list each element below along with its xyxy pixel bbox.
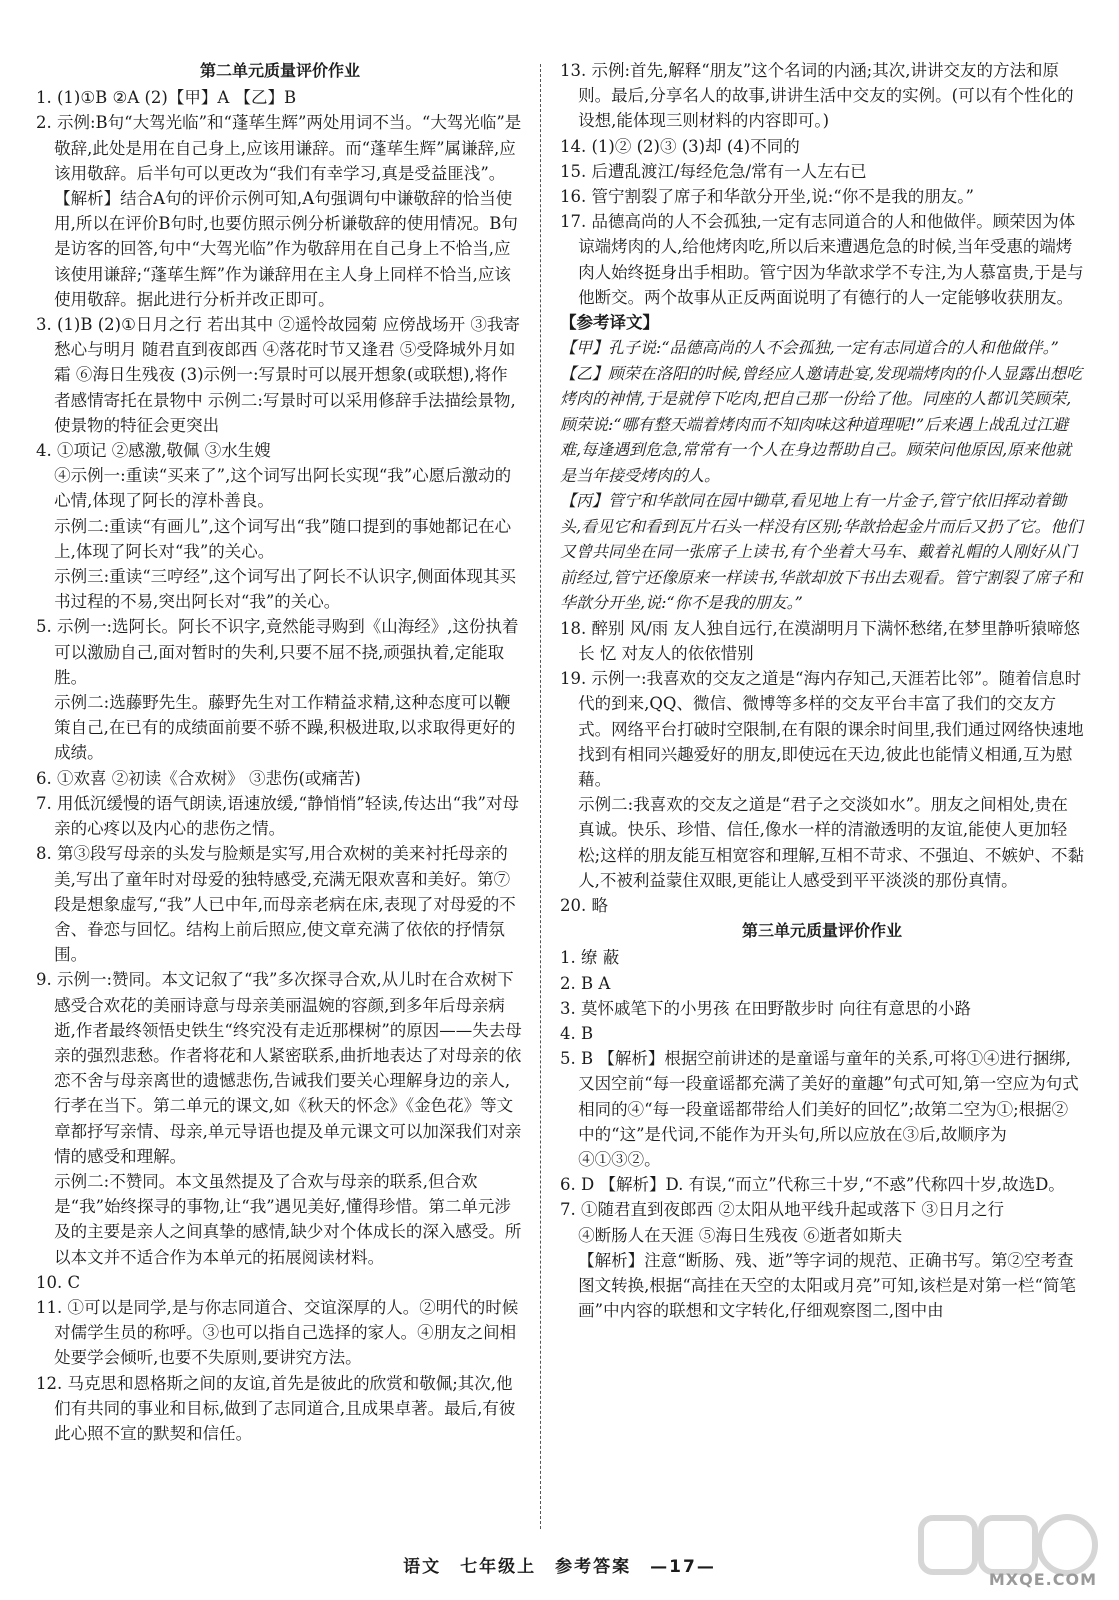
answer-9-example-2: 示例二:不赞同。本文虽然提及了合欢与母亲的联系,但合欢是“我”始终探寻的事物,让“我”遇见美好,懂得珍惜。第二单元涉及的主要是亲人之间真挚的感情,缺少对个体成长的深入感受。所以本文并不适合作为本单元的拓展阅读材料。 <box>54 1171 522 1267</box>
answer-18: 18. 醉别 风/雨 友人独自远行,在漠湖明月下满怀愁绪,在梦里静听猿啼悠长 忆 对友人的依依惜别 <box>560 618 1081 663</box>
answer-9: 9. 示例一:赞同。本文记叙了“我”多次探寻合欢,从儿时在合欢树下感受合欢花的美丽诗意与母亲美丽温婉的容颜,到多年后母亲病逝,作者最终领悟史铁生“终究没有走近那棵树”的原因——失去母亲的强烈悲愁。作者将花和人紧密联系,曲折地表达了对母亲的依恋不舍与母亲离世的遗憾悲伤,告诫我们要关心理解身边的亲人,行孝在当下。第二单元的课文,如《秋天的怀念》《金色花》等文章都抒写亲情、母亲,单元导语也提及单元课文可以加深我们对亲情的感受和理解。 <box>36 970 522 1166</box>
answer-3: 3. (1)B (2)①日月之行 若出其中 ②遥怜故园菊 应傍战场开 ③我寄愁心与明月 随君直到夜郎西 ④落花时节又逢君 ⑤受降城外月如霜 ⑥海日生残夜 (3)示例一:写景时可以展开想象(或联想),将作者感情寄托在景物中 示例二:写景时可以采用修辞手法描绘景物,使景物的特征会更突出 <box>36 315 520 435</box>
answer-19-example-2: 示例二:我喜欢的交友之道是“君子之交淡如水”。朋友之间相处,贵在真诚。快乐、珍惜、信任,像水一样的清澈透明的友谊,能使人更加轻松;这样的朋友能互相宽容和理解,互相不苛求、不强迫、不嫉妒、不黏人,不被利益蒙住双眼,更能让人感受到平平淡淡的那份真情。 <box>578 795 1084 890</box>
answer-5: 5. 示例一:选阿长。阿长不识字,竟然能寻购到《山海经》,这份执着可以激励自己,面对暂时的失利,只要不屈不挠,顽强执着,定能取胜。 <box>36 617 519 687</box>
answer-1: 1. (1)①B ②A (2)【甲】A 【乙】B <box>36 88 297 108</box>
answer-4-example-2: 示例二:重读“有画儿”,这个词写出“我”随口提到的事她都记在心上,体现了阿长对“我”的关心。 <box>54 516 512 561</box>
column-divider <box>540 64 541 1529</box>
answer-13: 13. 示例:首先,解释“朋友”这个名词的内涵;其次,讲讲交友的方法和原则。最后,分享名人的故事,讲讲生活中交友的实例。(可以有个性化的设想,能体现三则材料的内容即可。) <box>560 61 1074 131</box>
answer-12: 12. 马克思和恩格斯之间的友谊,首先是彼此的欣赏和敬佩;其次,他们有共同的事业和目标,做到了志同道合,且成果卓著。最后,有彼此心照不宣的默契和信任。 <box>36 1373 516 1443</box>
answer-20: 20. 略 <box>560 895 608 915</box>
answer-15: 15. 后遭乱渡江/每经危急/常有一人左右已 <box>560 161 867 181</box>
answer-2-analysis: 【解析】结合A句的评价示例可知,A句强调句中谦敬辞的恰当使用,所以在评价B句时,也要仿照示例分析谦敬辞的使用情况。B句是访客的回答,句中“大驾光临”作为敬辞用在自己身上不恰当,应该使用谦辞;“蓬荜生辉”作为谦辞用在主人身上同样不恰当,应该使用敬辞。据此进行分析并改正即可。 <box>54 189 518 309</box>
answer-4-example-1: ④示例一:重读“买来了”,这个词写出阿长实现“我”心愿后激动的心情,体现了阿长的淳朴善良。 <box>54 466 512 511</box>
answer-7: 7. 用低沉缓慢的语气朗读,语速放缓,“静悄悄”轻读,传达出“我”对母亲的心疼以及内心的悲伤之情。 <box>36 793 519 839</box>
translation-bing: 【丙】管宁和华歆同在园中锄草,看见地上有一片金子,管宁依旧挥动着锄头,看见它和看到瓦片石头一样没有区别;华歆拾起金片而后又扔了它。他们又曾共同坐在同一张席子上读书,有个坐着大马车、戴着礼帽的人刚好从门前经过,管宁还像原来一样读书,华歆却放下书出去观看。管宁割裂了席子和华歆分开坐,说:“你不是我的朋友。” <box>560 491 1083 613</box>
unit3-answer-4: 4. B <box>560 1023 594 1043</box>
translation-yi: 【乙】顾荣在洛阳的时候,曾经应人邀请赴宴,发现端烤肉的仆人显露出想吃烤肉的神情,于是就停下吃肉,把自己那一份给了他。同座的人都讥笑顾荣,顾荣说:“哪有整天端着烤肉而不知肉味这种道理呢!”后来遇上战乱过江避难,每逢遇到危急,常常有一个人在身边帮助自己。顾荣问他原因,原来他就是当年接受烤肉的人。 <box>560 363 1083 485</box>
unit3-answer-2: 2. B A <box>560 973 611 993</box>
unit3-answer-1: 1. 缭 蔽 <box>560 948 620 968</box>
right-column <box>560 58 1084 1323</box>
answer-5-example-2: 示例二:选藤野先生。藤野先生对工作精益求精,这种态度可以鞭策自己,在已有的成绩面前要不骄不躁,积极进取,以求取得更好的成绩。 <box>54 693 516 763</box>
answer-4: 4. ①项记 ②感激,敬佩 ③水生嫂 <box>36 441 271 461</box>
watermark-text: MXQE.COM <box>988 1570 1097 1589</box>
reference-translation-heading: 【参考译文】 <box>560 313 659 333</box>
unit3-title: 第三单元质量评价作业 <box>741 921 902 941</box>
answer-2: 2. 示例:B句“大驾光临”和“蓬荜生辉”两处用词不当。“大驾光临”是敬辞,此处是用在自己身上,应该用谦辞。而“蓬荜生辉”属谦辞,应该用敬辞。后半句可以更改为“我们有幸学习,真是受益匪浅”。 <box>36 113 522 183</box>
translation-jia: 【甲】孔子说:“品德高尚的人不会孤独,一定有志同道合的人和他做伴。” <box>560 338 1059 358</box>
answer-16: 16. 管宁割裂了席子和华歆分开坐,说:“你不是我的朋友。” <box>560 187 974 207</box>
answer-14: 14. (1)② (2)③ (3)却 (4)不同的 <box>560 136 800 156</box>
answer-17: 17. 品德高尚的人不会孤独,一定有志同道合的人和他做伴。顾荣因为体谅端烤肉的人,给他烤肉吃,所以后来遭遇危急的时候,当年受惠的端烤肉人始终挺身出手相助。管宁因为华歆求学不专注,为人慕富贵,于是与他断交。两个故事从正反两面说明了有德行的人一定能够收获朋友。 <box>560 212 1084 307</box>
unit2-title: 第二单元质量评价作业 <box>199 61 360 80</box>
unit3-answer-7-cont: ④断肠人在天涯 ⑤海日生残夜 ⑥逝者如斯夫 <box>578 1225 903 1245</box>
answer-19: 19. 示例一:我喜欢的交友之道是“海内存知己,天涯若比邻”。随着信息时代的到来,QQ、微信、微博等多样的交友平台丰富了我们的交友方式。网络平台打破时空限制,在有限的课余时间里,我们通过网络快速地找到有相同兴趣爱好的朋友,即使远在天边,彼此也能情义相通,互为慰藉。 <box>560 669 1084 789</box>
unit3-answer-6: 6. D 【解析】D. 有误,“而立”代称三十岁,“不惑”代称四十岁,故选D。 <box>560 1175 1065 1195</box>
unit3-answer-7: 7. ①随君直到夜郎西 ②太阳从地平线升起或落下 ③日月之行 <box>560 1200 1004 1220</box>
left-column <box>36 58 524 1446</box>
unit3-answer-3: 3. 莫怀戚笔下的小男孩 在田野散步时 向往有意思的小路 <box>560 998 971 1018</box>
answer-4-example-3: 示例三:重读“三哼经”,这个词写出了阿长不认识字,侧面体现其买书过程的不易,突出阿长对“我”的关心。 <box>54 567 517 612</box>
answer-6: 6. ①欢喜 ②初读《合欢树》 ③悲伤(或痛苦) <box>36 768 361 788</box>
page-footer: 语文 七年级上 参考答案 —17— <box>403 1557 716 1577</box>
unit3-answer-7-analysis: 【解析】注意“断肠、残、逝”等字词的规范、正确书写。第②空考查图文转换,根据“高挂在天空的太阳或月亮”可知,该栏是对第一栏“简笔画”中内容的联想和文字转化,仔细观察图二,图中由 <box>578 1250 1076 1321</box>
unit3-answer-5: 5. B 【解析】根据空前讲述的是童谣与童年的关系,可将①④进行捆绑,又因空前“每一段童谣都充满了美好的童趣”句式可知,第一空应为句式相同的④“每一段童谣都带给人们美好的回忆”;故第二空为①;根据②中的“这”是代词,不能作为开头句,所以应放在③后,故顺序为④①③②。 <box>560 1049 1079 1169</box>
answer-10: 10. C <box>36 1272 81 1292</box>
answer-8: 8. 第③段写母亲的头发与脸颊是实写,用合欢树的美来衬托母亲的美,写出了童年时对母爱的独特感受,充满无限欢喜和美好。第⑦段是想象虚写,“我”人已中年,而母亲老病在床,表现了对母爱的不舍、眷恋与回忆。结构上前后照应,使文章充满了依依的抒情氛围。 <box>36 844 516 965</box>
answer-11: 11. ①可以是同学,是与你志同道合、交谊深厚的人。②明代的时候对儒学生员的称呼。③也可以指自己选择的家人。④朋友之间相处要学会倾听,也要不失原则,要讲究方法。 <box>36 1297 519 1368</box>
